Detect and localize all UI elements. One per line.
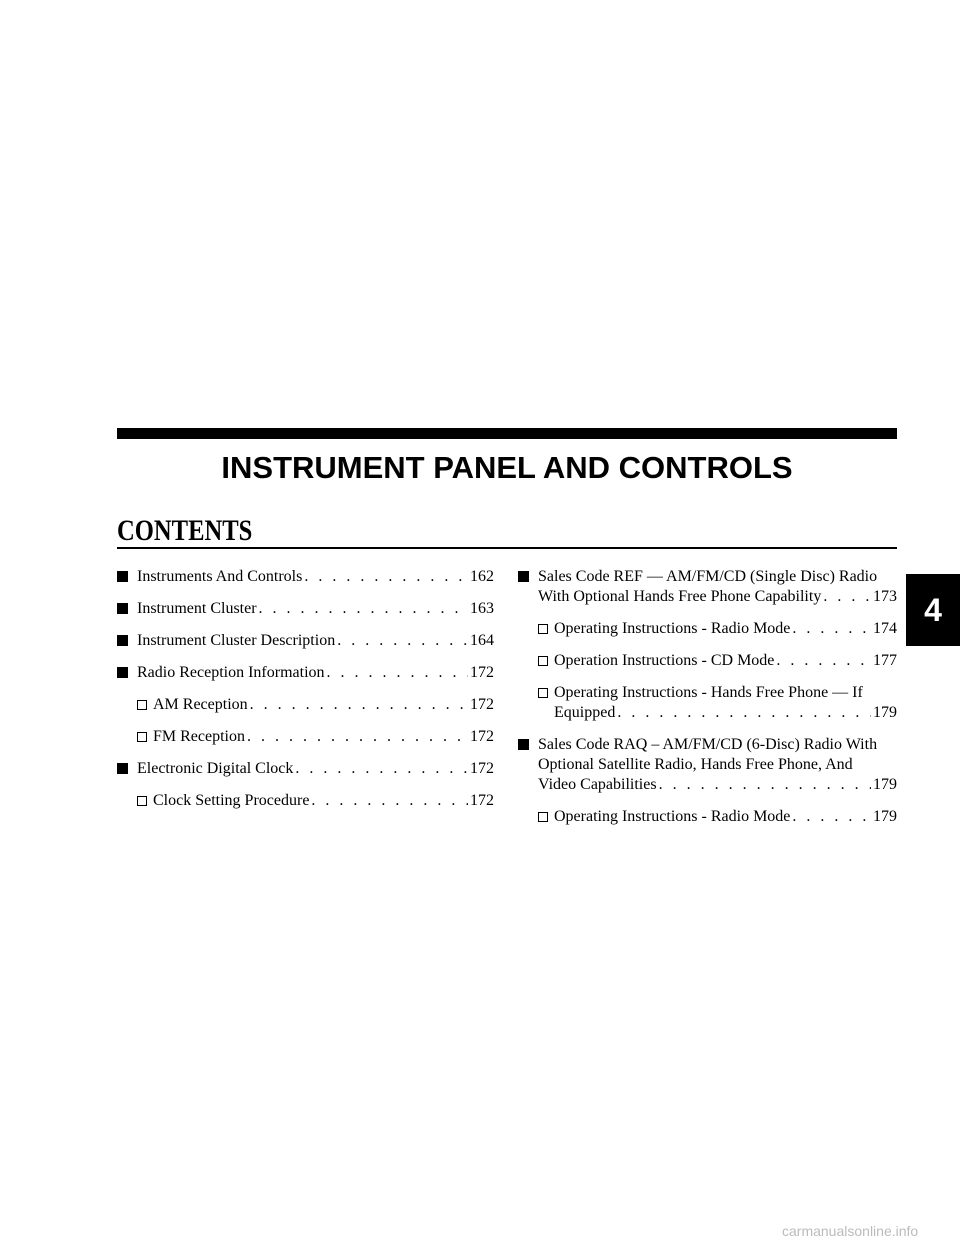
toc-entry[interactable] xyxy=(117,663,494,683)
toc-leader-dots xyxy=(776,651,871,671)
chapter-top-bar xyxy=(117,428,897,439)
toc-entry-title: Sales Code RAQ – AM/FM/CD (6-Disc) Radio With xyxy=(538,736,878,753)
toc-leader-dots xyxy=(792,619,871,639)
contents-rule xyxy=(117,547,897,549)
toc-page-number: 179 xyxy=(873,776,897,793)
toc-entry[interactable] xyxy=(117,695,494,715)
toc-entry[interactable] xyxy=(117,567,494,587)
toc-entry[interactable] xyxy=(518,567,897,607)
bullet-square-icon xyxy=(518,571,529,582)
toc-page-number: 163 xyxy=(470,600,494,617)
toc-page-number: 172 xyxy=(470,792,494,809)
bullet-square-icon xyxy=(117,635,128,646)
toc-entry[interactable] xyxy=(518,619,897,639)
toc-page-number: 173 xyxy=(873,588,897,605)
toc-entry-title: AM Reception xyxy=(153,696,248,713)
toc-entry-title: Electronic Digital Clock xyxy=(137,760,294,777)
toc-page-number: 172 xyxy=(470,728,494,745)
toc-page-number: 172 xyxy=(470,664,494,681)
toc-left-column xyxy=(117,567,494,823)
toc-entry-title: Instrument Cluster xyxy=(137,600,257,617)
toc-leader-dots xyxy=(295,759,468,779)
toc-entry[interactable] xyxy=(117,727,494,747)
toc-entry-title: Instruments And Controls xyxy=(137,568,303,585)
toc-leader-dots xyxy=(617,703,871,723)
toc-entry-title: Operating Instructions - Hands Free Phone — If xyxy=(554,684,863,701)
toc-page-number: 177 xyxy=(873,652,897,669)
contents-heading: CONTENTS xyxy=(117,514,253,547)
bullet-box-icon xyxy=(538,656,548,666)
bullet-square-icon xyxy=(117,667,128,678)
bullet-square-icon xyxy=(117,603,128,614)
toc-page-number: 172 xyxy=(470,696,494,713)
bullet-box-icon xyxy=(538,624,548,634)
toc-page-number: 162 xyxy=(470,568,494,585)
toc-entry[interactable] xyxy=(117,631,494,651)
toc-page-number: 164 xyxy=(470,632,494,649)
toc-entry-title: Video Capabilities xyxy=(538,776,657,793)
toc-entry-title: Clock Setting Procedure xyxy=(153,792,310,809)
toc-page-number: 179 xyxy=(873,704,897,721)
chapter-title: INSTRUMENT PANEL AND CONTROLS xyxy=(221,450,793,485)
toc-leader-dots xyxy=(337,631,468,651)
toc-entry[interactable] xyxy=(518,807,897,827)
toc-page-number: 172 xyxy=(470,760,494,777)
toc-entry[interactable] xyxy=(117,759,494,779)
toc-leader-dots xyxy=(311,791,468,811)
chapter-tab: 4 xyxy=(906,574,960,646)
toc-entry[interactable] xyxy=(518,683,897,723)
toc-entry[interactable] xyxy=(518,735,897,795)
toc-entry-title: FM Reception xyxy=(153,728,245,745)
toc-entry[interactable] xyxy=(117,599,494,619)
toc-entry-title: Equipped xyxy=(554,704,616,721)
bullet-box-icon xyxy=(137,796,147,806)
toc-entry-title: Operating Instructions - Radio Mode xyxy=(554,808,791,825)
bullet-box-icon xyxy=(137,700,147,710)
bullet-box-icon xyxy=(137,732,147,742)
toc-entry-title: Sales Code REF — AM/FM/CD (Single Disc) Radio xyxy=(538,568,878,585)
bullet-box-icon xyxy=(538,812,548,822)
toc-leader-dots xyxy=(659,775,871,795)
toc-entry-title: Operation Instructions - CD Mode xyxy=(554,652,775,669)
toc-entry-title: Optional Satellite Radio, Hands Free Phone, And xyxy=(538,756,853,773)
toc-leader-dots xyxy=(250,695,468,715)
bullet-square-icon xyxy=(117,571,128,582)
bullet-square-icon xyxy=(518,739,529,750)
toc-leader-dots xyxy=(247,727,468,747)
bullet-square-icon xyxy=(117,763,128,774)
toc-entry-title: Operating Instructions - Radio Mode xyxy=(554,620,791,637)
toc-entry-title: Radio Reception Information xyxy=(137,664,325,681)
toc-page-number: 179 xyxy=(873,808,897,825)
toc-page-number: 174 xyxy=(873,620,897,637)
toc-leader-dots xyxy=(304,567,468,587)
toc-leader-dots xyxy=(327,663,468,683)
toc-leader-dots xyxy=(823,587,871,607)
footer-watermark: carmanualsonline.info xyxy=(782,1223,919,1239)
bullet-box-icon xyxy=(538,688,548,698)
toc-entry-title: With Optional Hands Free Phone Capability xyxy=(538,588,822,605)
toc-entry[interactable] xyxy=(117,791,494,811)
toc-right-column xyxy=(518,567,897,839)
toc-entry[interactable] xyxy=(518,651,897,671)
toc-leader-dots xyxy=(259,599,468,619)
toc-entry-title: Instrument Cluster Description xyxy=(137,632,336,649)
toc-leader-dots xyxy=(792,807,871,827)
